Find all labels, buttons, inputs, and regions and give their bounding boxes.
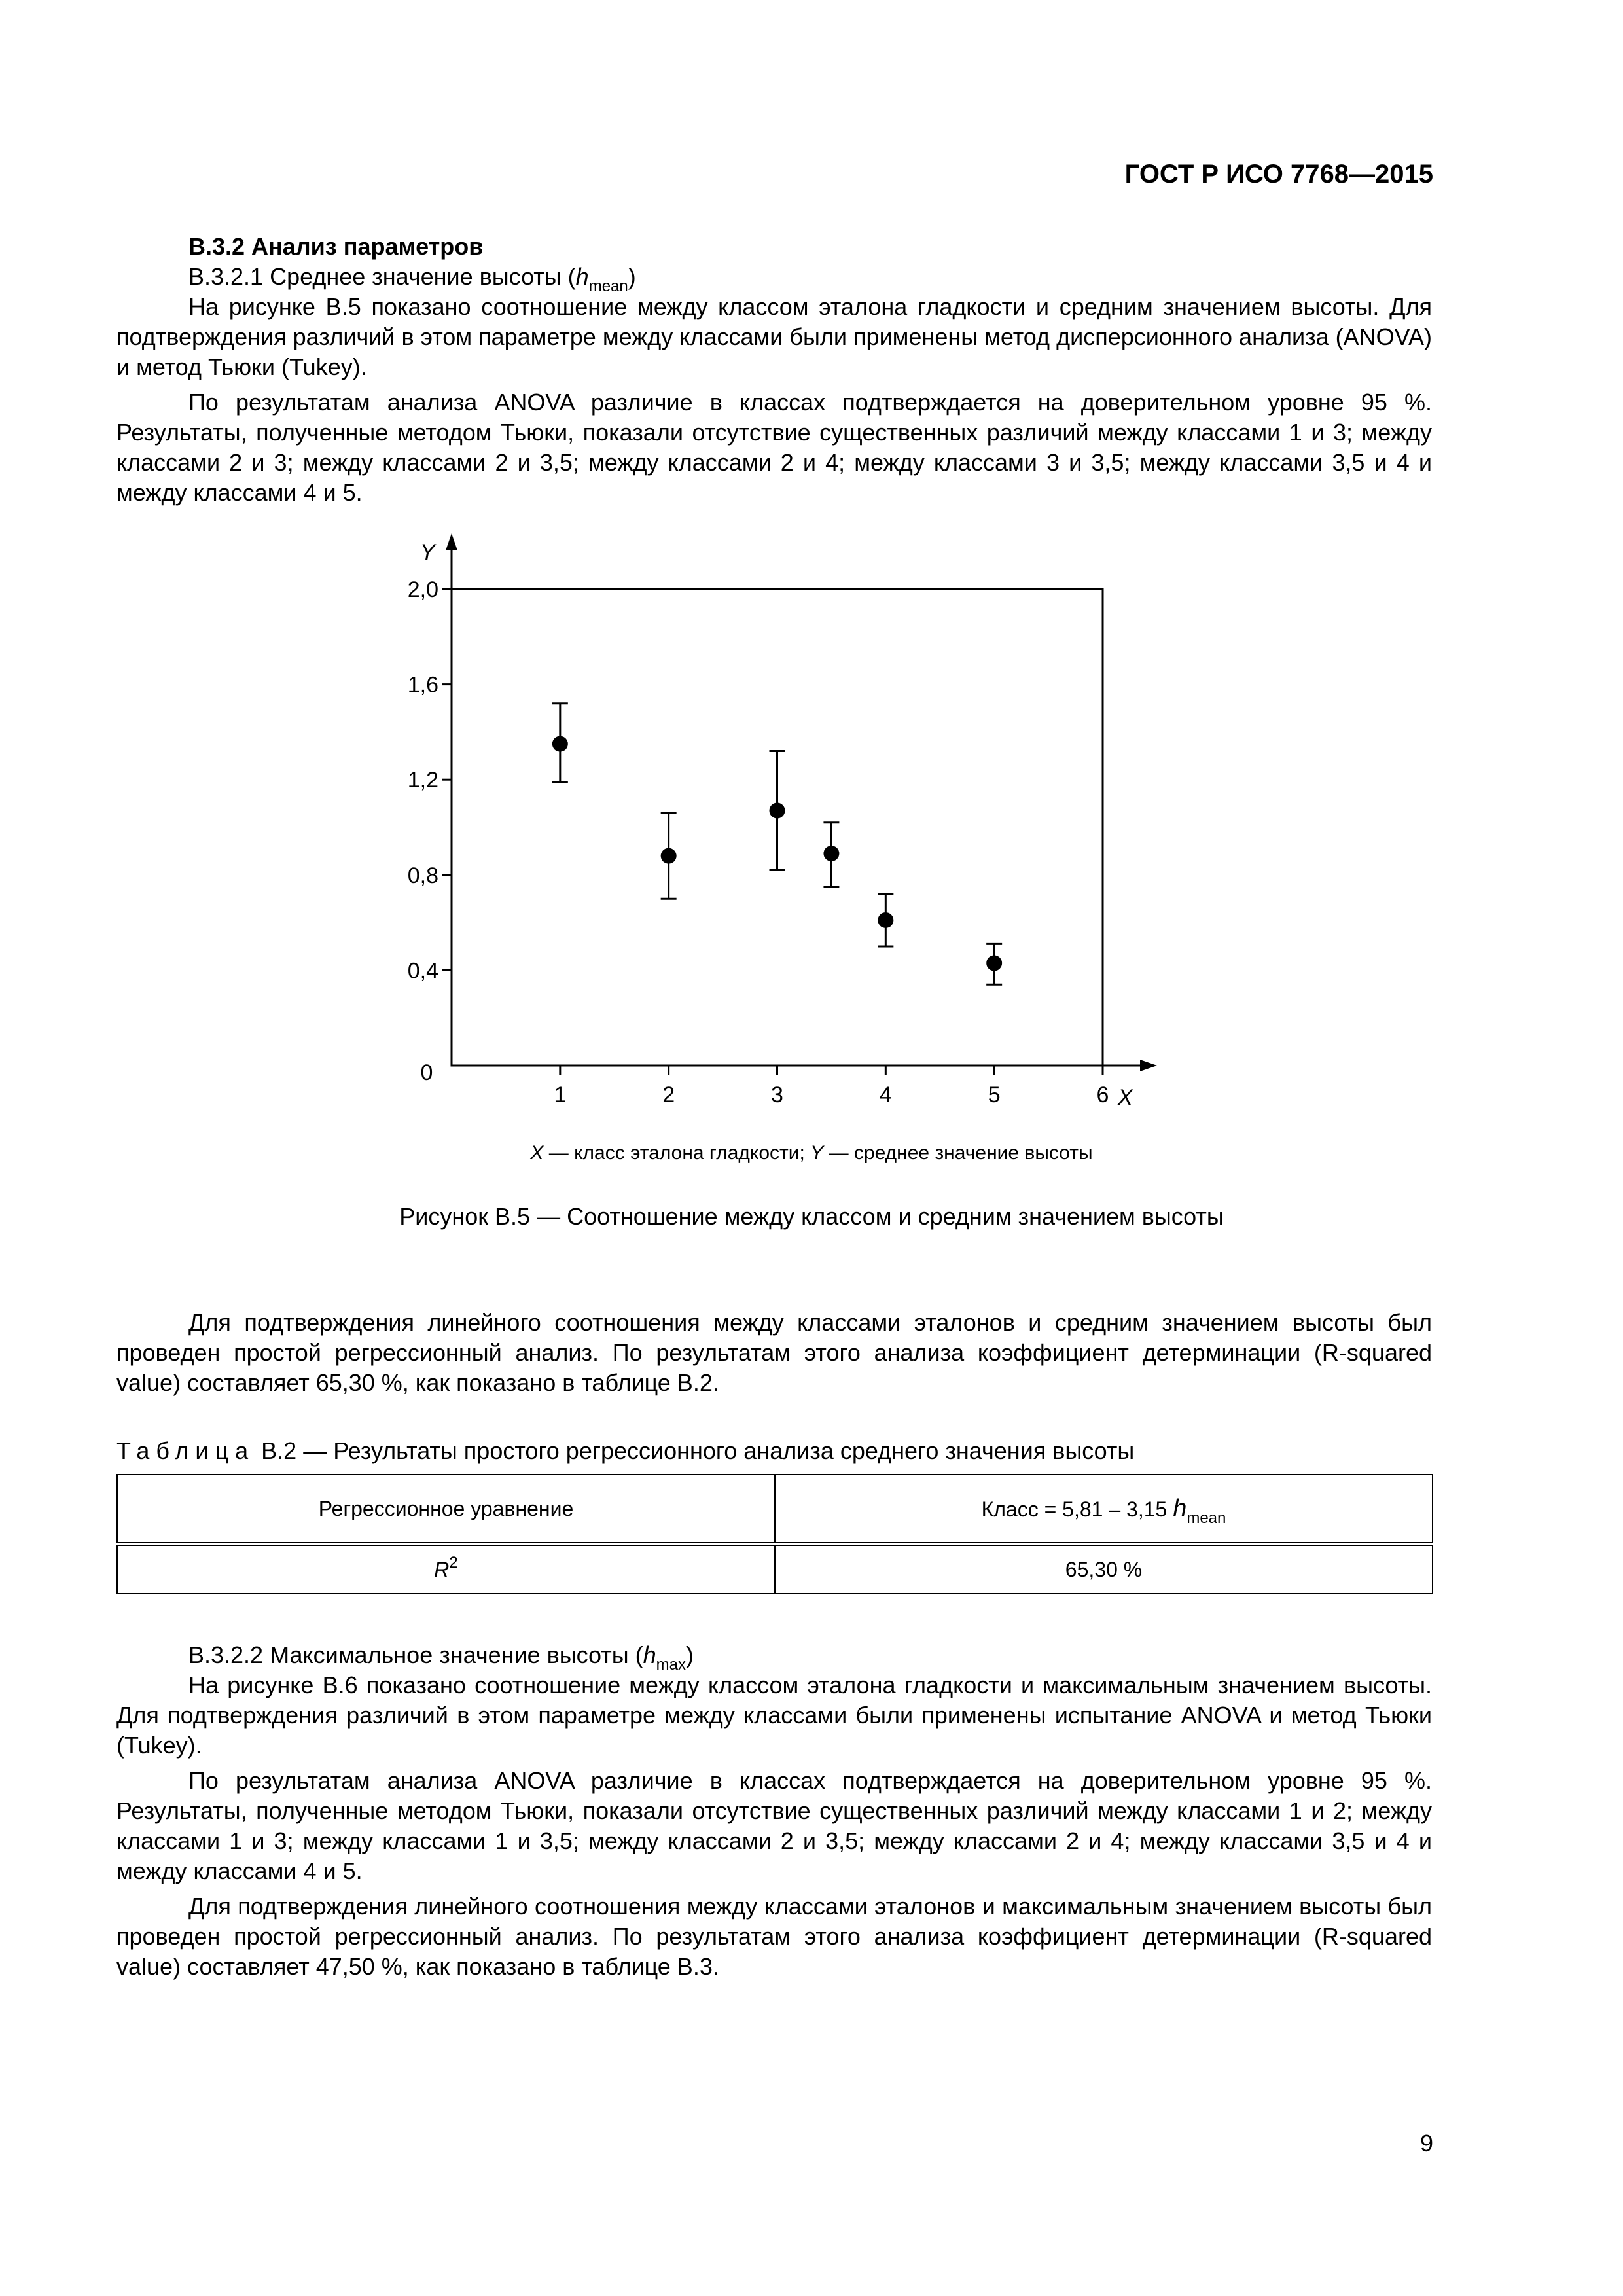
origin-label: 0	[420, 1060, 433, 1085]
data-point	[878, 912, 893, 928]
r-symbol: R	[434, 1557, 450, 1581]
chart-marks	[552, 704, 1002, 985]
legend-y-symbol: Y	[810, 1142, 824, 1164]
y-tick-label: 0,4	[407, 958, 438, 984]
y-axis-name: Y	[420, 540, 435, 565]
chart-ticks	[408, 577, 1109, 1107]
subsection-close: )	[628, 263, 636, 290]
table-row	[117, 1544, 1433, 1594]
table-cell-r2-value: 65,30 %	[775, 1544, 1433, 1594]
paragraph-5: По результатам анализа ANOVA различие в классах подтверждается на доверительном уровне 95 %. Результаты, полученные методом Тьюки, показали отсутствие существенных различий между классами 1 и 2; между классами 1 и 3; между классами 1 и 3,5; между классами 2 и 3,5; между классами 2 и 4; между классами 3,5 и 4 и между классами 4 и 5.	[116, 1767, 1432, 1884]
table-title-prefix: Таблица	[116, 1437, 255, 1464]
figure-b5-chart	[366, 533, 1178, 1129]
figure-caption: Рисунок В.5 — Соотношение между классом и средним значением высоты	[399, 1203, 1224, 1230]
subsection-title-hmean	[116, 262, 1432, 295]
legend-y-text: — среднее значение высоты	[823, 1142, 1093, 1164]
equation-var: h	[1173, 1494, 1187, 1522]
section-heading: В.3.2 Анализ параметров	[188, 233, 484, 260]
figure-legend	[0, 1142, 1623, 1164]
y-tick-label: 0,8	[407, 863, 438, 888]
equation-subscript: mean	[1186, 1509, 1226, 1527]
subsection-close: )	[686, 1641, 694, 1668]
table-title-rest: В.2 — Результаты простого регрессионного анализа среднего значения высоты	[255, 1437, 1135, 1464]
legend-x-text: — класс эталона гладкости;	[543, 1142, 811, 1164]
page-number: 9	[1419, 2130, 1433, 2157]
chart-axes	[420, 533, 1157, 1110]
paragraph-4: На рисунке В.6 показано соотношение между классом эталона гладкости и максимальным значением высоты. Для подтверждения различий в этом параметре между классами были применены испытание ANOVA и метод Тьюки (Tukey).	[116, 1672, 1432, 1759]
document-header: ГОСТ Р ИСО 7768—2015	[1124, 160, 1433, 188]
subsection-subscript: max	[656, 1656, 686, 1674]
table-row	[117, 1475, 1433, 1544]
data-point	[770, 803, 785, 819]
x-axis-name: X	[1118, 1085, 1133, 1110]
r-superscript: 2	[449, 1553, 458, 1571]
y-tick-label: 2,0	[407, 577, 438, 602]
x-tick-label: 4	[879, 1083, 892, 1107]
x-tick-label: 2	[662, 1083, 675, 1107]
y-tick-label: 1,6	[407, 672, 438, 698]
x-tick-label: 3	[771, 1083, 783, 1107]
table-cell-r2-label	[117, 1544, 775, 1594]
data-point	[986, 955, 1002, 971]
x-tick-label: 1	[554, 1083, 567, 1107]
paragraph-2: По результатам анализа ANOVA различие в классах подтверждается на доверительном уровне 95 %. Результаты, полученные методом Тьюки, показали отсутствие существенных различий между классами 1 и 3; между классами 2 и 3; между классами 2 и 3,5; между классами 2 и 4; между классами 3 и 3,5; между классами 3,5 и 4 и между классами 4 и 5.	[116, 389, 1432, 506]
subsection-title-text: В.3.2.1 Среднее значение высоты (	[188, 263, 576, 290]
y-tick-label: 1,2	[407, 768, 438, 793]
subsection-title-hmax	[116, 1640, 1432, 1674]
subsection-subscript: mean	[588, 278, 628, 295]
data-point	[552, 736, 568, 752]
subsection-title-text: В.3.2.2 Максимальное значение высоты (	[188, 1641, 643, 1668]
section-b32	[116, 232, 1432, 508]
equation-text: Класс = 5,81 – 3,15	[981, 1497, 1173, 1521]
paragraph-3: Для подтверждения линейного соотношения между классами эталонов и средним значением высоты был проведен простой регрессионный анализ. По результатам этого анализа коэффициент детерминации (R-squared value) составляет 65,30 %, как показано в таблице В.2.	[116, 1309, 1432, 1396]
regression-table	[116, 1474, 1433, 1594]
paragraph-3-block	[116, 1308, 1432, 1398]
data-point	[661, 848, 677, 864]
table-cell-equation-label: Регрессионное уравнение	[117, 1475, 775, 1544]
table-cell-equation-value	[775, 1475, 1433, 1544]
x-tick-label: 6	[1096, 1083, 1109, 1107]
paragraph-1: На рисунке В.5 показано соотношение между классом эталона гладкости и средним значением высоты. Для подтверждения различий в этом параметре между классами были применены метод дисперсионного анализа (ANOVA) и метод Тьюки (Tukey).	[116, 293, 1432, 380]
x-axis-arrow	[1140, 1060, 1157, 1071]
subsection-var: h	[575, 263, 589, 290]
paragraph-6: Для подтверждения линейного соотношения между классами эталонов и максимальным значением высоты был проведен простой регрессионный анализ. По результатам этого анализа коэффициент детерминации (R-squared value) составляет 47,50 %, как показано в таблице В.3.	[116, 1893, 1432, 1980]
data-point	[823, 846, 839, 861]
y-axis-arrow	[446, 533, 457, 550]
table-title	[116, 1437, 1134, 1465]
x-tick-label: 5	[988, 1083, 1001, 1107]
section-b322	[116, 1640, 1432, 1982]
subsection-var: h	[643, 1641, 656, 1668]
legend-x-symbol: X	[530, 1142, 544, 1164]
